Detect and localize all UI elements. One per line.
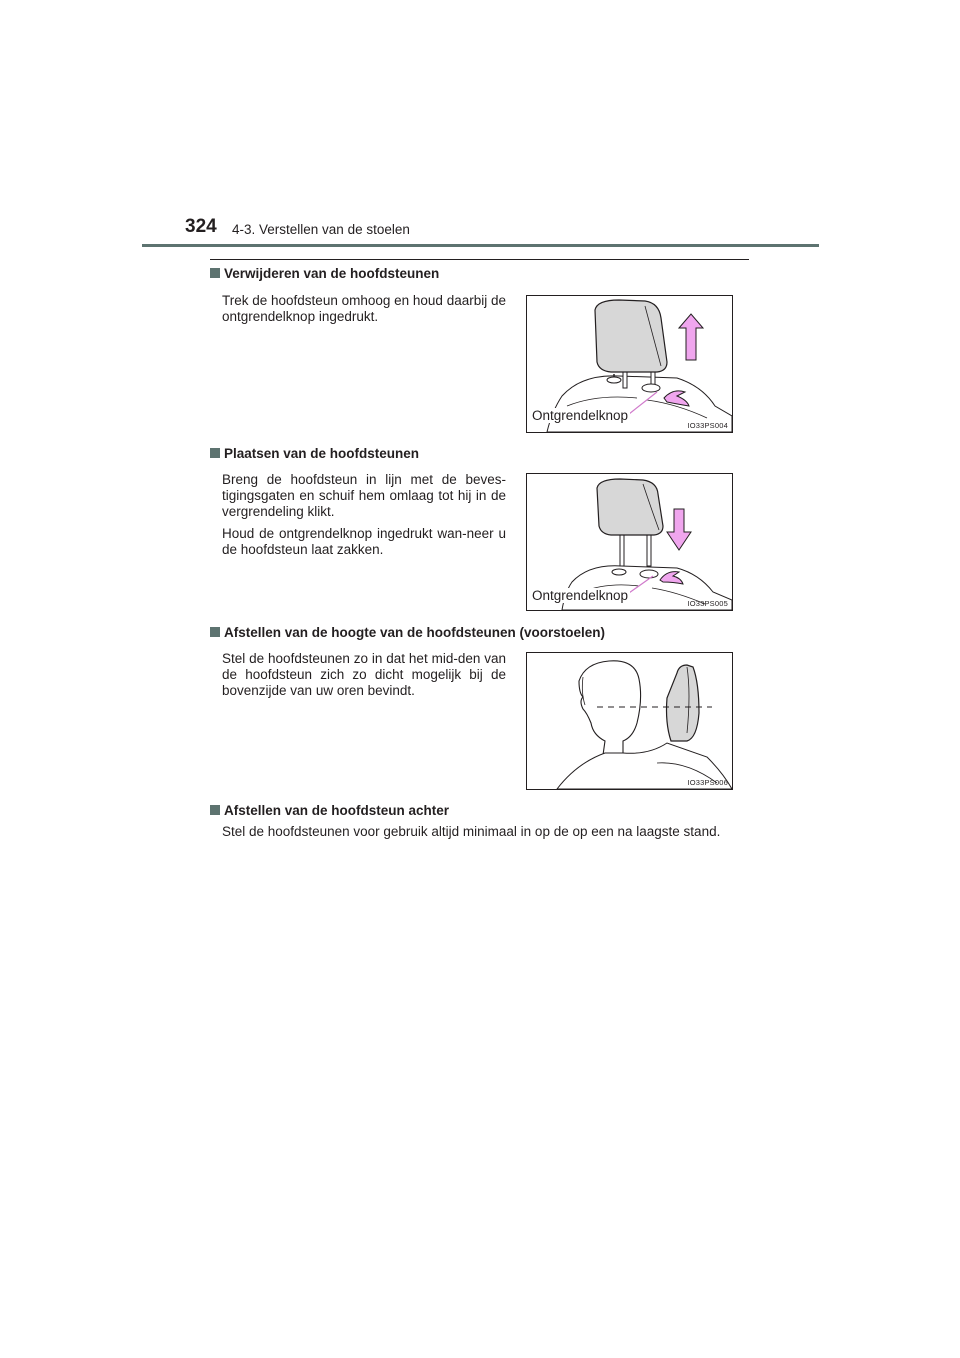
figure-code: IO33PS004 <box>687 421 728 430</box>
figure-install-headrest <box>526 473 733 611</box>
square-bullet-icon <box>210 805 220 815</box>
section-rule <box>210 259 749 260</box>
section-title: 4-3. Verstellen van de stoelen <box>232 222 410 237</box>
paragraph-rear-headrest: Stel de hoofdsteunen voor gebruik altijd minimaal in op de op een na laagste stand. <box>222 824 721 839</box>
release-button-label: Ontgrendelknop <box>532 408 629 423</box>
heading-rear-headrest: Afstellen van de hoofdsteun achter <box>210 803 449 818</box>
paragraph-install-headrest: Breng de hoofdsteun in lijn met de beves-tigingsgaten en schuif hem omlaag tot hij in de vergrendeling klikt. Houd de ontgrendelknop ingedrukt wan-neer u de hoofdsteun laat zakken. <box>222 472 506 557</box>
headrest-height-illustration <box>527 653 732 789</box>
paragraph-adjust-height: Stel de hoofdsteunen zo in dat het mid-den van de hoofdsteun zich zo dicht mogelijk bij de bovenzijde van uw oren bevindt. <box>222 651 506 698</box>
square-bullet-icon <box>210 448 220 458</box>
heading-adjust-height: Afstellen van de hoogte van de hoofdsteunen (voorstoelen) <box>210 625 605 640</box>
figure-remove-headrest <box>526 295 733 433</box>
paragraph-remove-headrest: Trek de hoofdsteun omhoog en houd daarbij de ontgrendelknop ingedrukt. <box>222 293 506 324</box>
heading-remove-headrest: Verwijderen van de hoofdsteunen <box>210 266 439 281</box>
square-bullet-icon <box>210 268 220 278</box>
figure-code: IO33PS006 <box>687 778 728 787</box>
page-number: 324 <box>185 216 217 237</box>
heading-install-headrest: Plaatsen van de hoofdsteunen <box>210 446 419 461</box>
figure-adjust-height <box>526 652 733 790</box>
release-button-label: Ontgrendelknop <box>532 588 629 603</box>
square-bullet-icon <box>210 627 220 637</box>
header-rule <box>142 244 819 247</box>
figure-code: IO33PS005 <box>687 599 728 608</box>
